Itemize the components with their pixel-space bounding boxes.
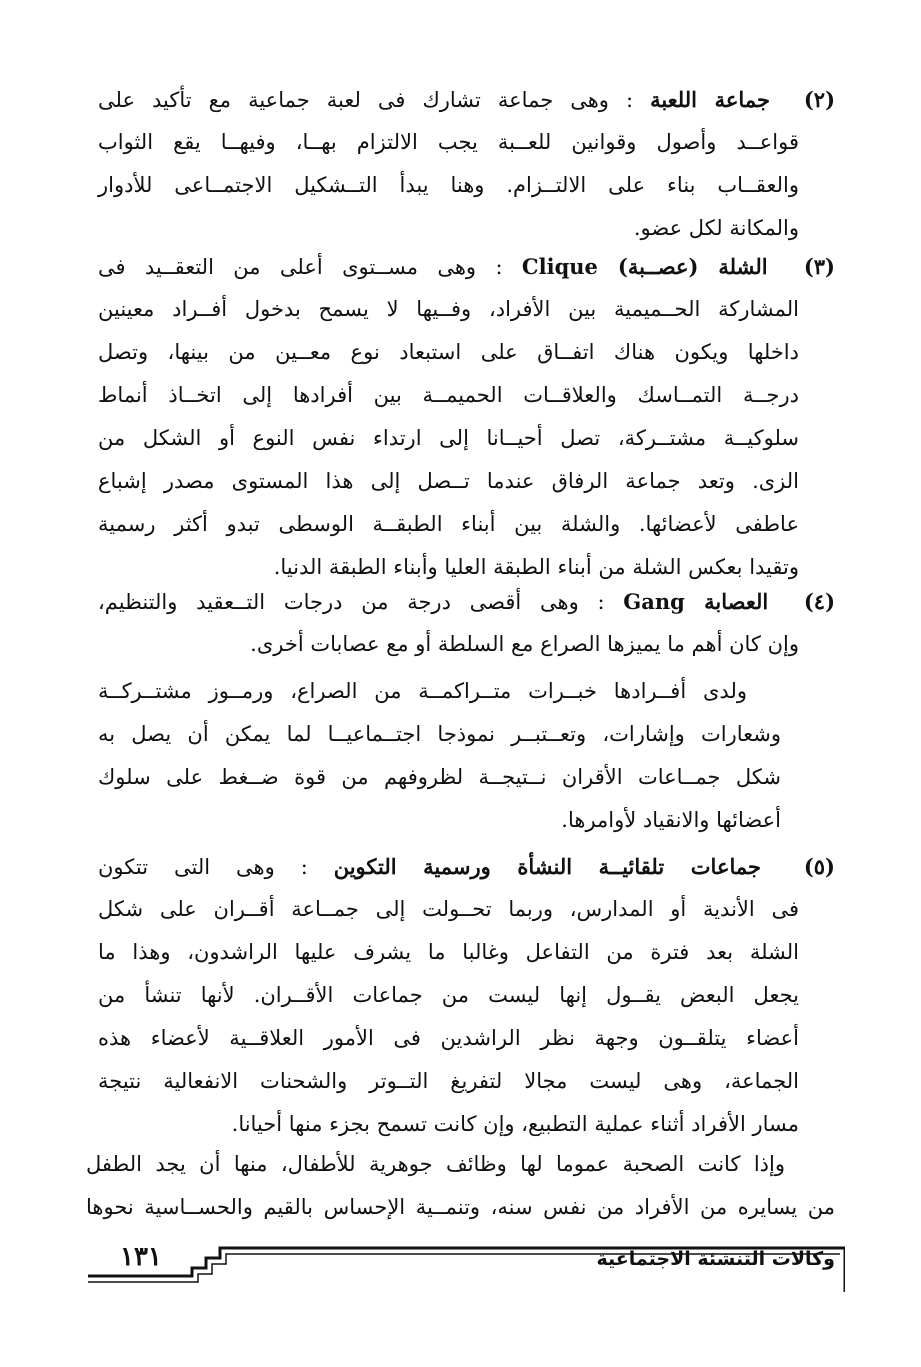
closing-paragraph	[86, 1143, 835, 1229]
list-item-3	[98, 245, 835, 589]
text-line	[98, 78, 835, 121]
page-footer	[86, 1234, 845, 1294]
text-line: أعضائها والانقياد لأوامرها.	[561, 808, 781, 832]
text-line: عاطفى لأعضائها. والشلة بين أبناء الطبقــة الوسطى تبدو أكثر رسمية	[98, 512, 799, 536]
text-line: وتقيدا بعكس الشلة من أبناء الطبقة العليا وأبناء الطبقة الدنيا.	[273, 555, 799, 579]
text-line	[98, 245, 835, 288]
text-line: وشعارات وإشارات، وتعــتبــر نموذجا اجتــماعيــا لما يمكن أن يصل به	[98, 722, 781, 746]
item-text: : وهى مســتوى أعلى من التعقــيد فى	[98, 255, 503, 279]
text-line: وإن كان أهم ما يميزها الصراع مع السلطة أو مع عصابات أخرى.	[250, 632, 799, 656]
text-line: الشلة بعد فترة من التفاعل وغالبا ما يشرف عليها الراشدون، وهذا ما	[98, 940, 799, 964]
text-line: من يسايره من الأفراد من نفس سنه، وتنمــية الإحساس بالقيم والحســاسية نحوها	[86, 1195, 835, 1219]
book-title: وكالات التنشئة الاجتماعية	[596, 1248, 835, 1270]
text-line: درجــة التمــاسك والعلاقــات الحميمــة بين أفرادها إلى اتخــاذ أنماط	[98, 383, 799, 407]
item-text: : وهى جماعة تشارك فى لعبة جماعية مع تأكيد على	[98, 88, 634, 112]
item-text: : وهى أقصى درجة من درجات التــعقيد والتنظيم،	[98, 590, 605, 614]
item-heading: العصابة Gang	[623, 589, 769, 614]
text-line: الجماعة، وهى ليست مجالا لتفريغ التــوتر والشحنات الانفعالية نتيجة	[98, 1069, 799, 1093]
item-heading: الشلة (عصــبة) Clique	[521, 254, 768, 279]
text-line: مسار الأفراد أثناء عملية التطبيع، وإن كانت تسمح بجزء منها أحيانا.	[231, 1112, 799, 1136]
list-item-5	[98, 845, 835, 1146]
item-number: (٤)	[803, 589, 835, 614]
text-line: شكل جمــاعات الأقران نــتيجــة لظروفهم من قوة ضــغط على سلوك	[98, 765, 781, 789]
text-line: أعضاء يتلقــون وجهة نظر الراشدين فى الأمور العلاقــية لأعضاء هذه	[98, 1026, 799, 1050]
text-line: فى الأندية أو المدارس، وربما تحــولت إلى جمــاعة أقــران على شكل	[98, 897, 799, 921]
text-line: المشاركة الحــميمية بين الأفراد، وفــيها لا يسمح بدخول أفــراد معينين	[98, 297, 799, 321]
text-line: والمكانة لكل عضو.	[633, 216, 799, 240]
text-line: سلوكيــة مشتــركة، تصل أحيــانا إلى ارتداء نفس النوع أو الشكل من	[98, 426, 799, 450]
item-heading: جماعات تلقائيــة النشأة ورسمية التكوين	[333, 854, 762, 879]
item-number: (٢)	[803, 87, 835, 112]
text-line: قواعــد وأصول وقوانين للعــبة يجب الالتزام بهــا، وفيهــا يقع الثواب	[98, 130, 799, 154]
text-line: وإذا كانت الصحبة عموما لها وظائف جوهرية للأطفال، منها أن يجد الطفل	[86, 1152, 785, 1176]
text-line	[98, 845, 835, 888]
text-line: يجعل البعض يقــول إنها ليست من جماعات الأقــران. لأنها تنشأ من	[98, 983, 799, 1007]
text-line: الزى. وتعد جماعة الرفاق عندما تــصل إلى هذا المستوى مصدر إشباع	[98, 469, 799, 493]
item-text: : وهى التى تتكون	[98, 855, 308, 879]
item-heading: جماعة اللعبة	[650, 87, 770, 112]
list-item-4	[98, 580, 835, 666]
list-item-2	[98, 78, 835, 250]
text-line: داخلها ويكون هناك اتفــاق على استبعاد نوع معــين من بينها، وتصل	[98, 340, 799, 364]
item-number: (٣)	[803, 254, 835, 279]
text-line	[98, 580, 835, 623]
section4-paragraph	[98, 670, 781, 842]
text-line: والعقــاب بناء على الالتــزام. وهنا يبدأ التــشكيل الاجتمــاعى للأدوار	[98, 173, 799, 197]
text-line: ولدى أفــرادها خبــرات متــراكمــة من الصراع، ورمــوز مشتــركــة	[98, 679, 747, 703]
item-number: (٥)	[803, 854, 835, 879]
page-number: ١٣١	[120, 1242, 162, 1272]
